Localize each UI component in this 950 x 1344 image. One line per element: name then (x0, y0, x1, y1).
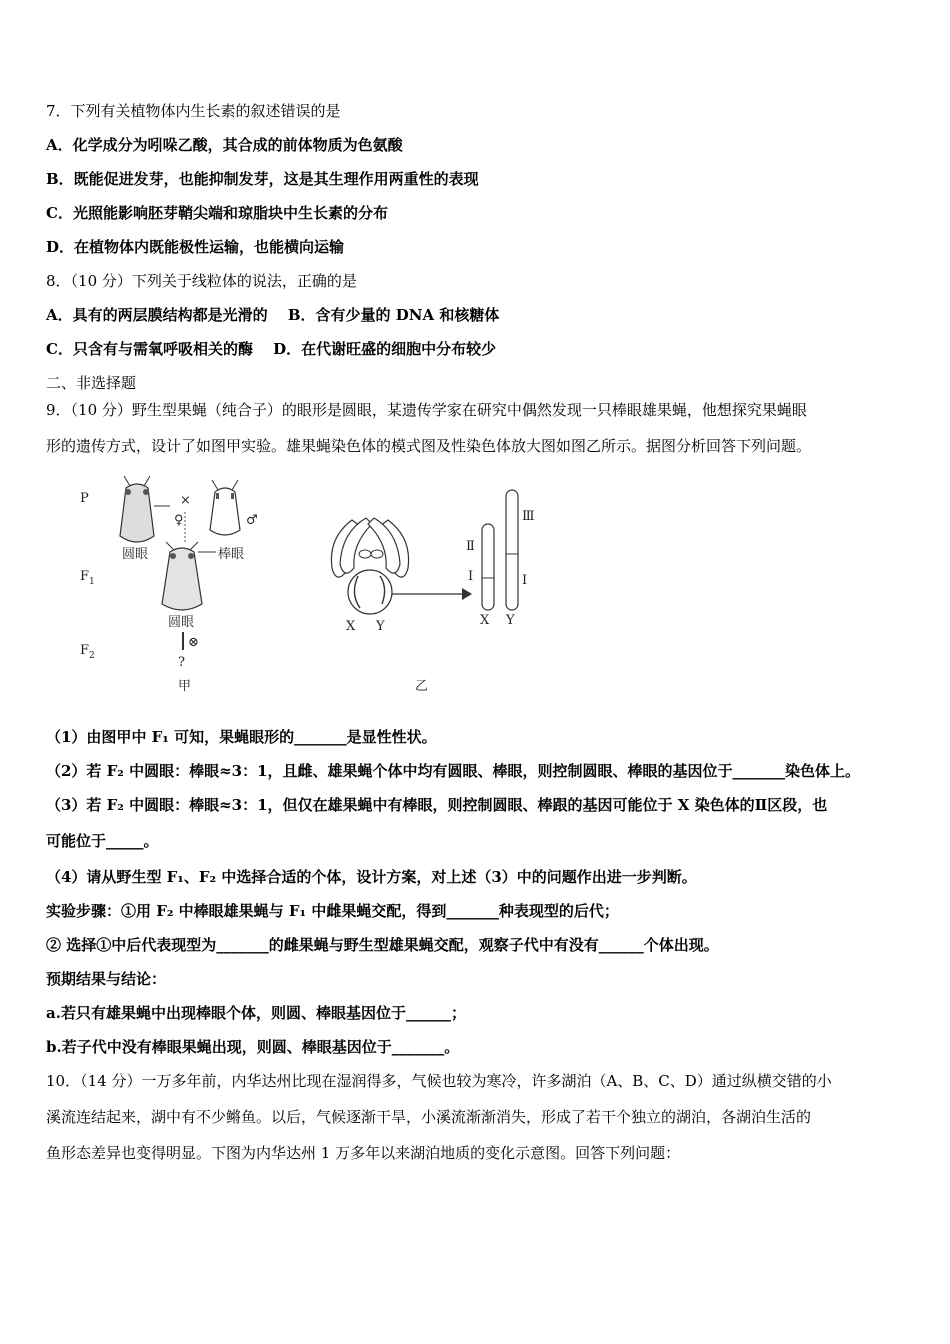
q9-sub4: （4）请从野生型 F₁、F₂ 中选择合适的个体，设计方案，对上述（3）中的问题作出进一步判断。 (46, 868, 697, 886)
chromosome-x (482, 524, 494, 610)
label-bar-eye-p: 棒眼 (218, 547, 245, 562)
q10-line3: 鱼形态差异也变得明显。下图为内华达州 1 万多年以来湖泊地质的变化示意图。回答下列问题： (46, 1144, 681, 1162)
female-symbol: ♀ (174, 513, 184, 528)
q9-figure (70, 468, 570, 698)
male-symbol: ♂ (246, 513, 258, 528)
label-p: P (80, 491, 89, 506)
q10-line2: 溪流连结起来，湖中有不少鳉鱼。以后，气候逐渐干旱，小溪流渐渐消失，形成了若干个独立的湖泊，各湖泊生活的 (46, 1108, 812, 1126)
cross-symbol: × (180, 493, 191, 508)
q9-stem-line2: 形的遗传方式，设计了如图甲实验。雄果蝇染色体的模式图及性染色体放大图如图乙所示。据图分析回答下列问题。 (46, 437, 812, 455)
caption-jia: 甲 (178, 679, 192, 694)
selfing-symbol: ⊗ (188, 635, 199, 650)
q9-result-a: a.若只有雄果蝇中出现棒眼个体，则圆、棒眼基因位于______； (46, 1004, 466, 1022)
label-f1: $F_1$ (80, 569, 95, 587)
label-y-right: Y (506, 613, 515, 628)
q7-option-c: C．光照能影响胚芽鞘尖端和琼脂块中生长素的分布 (46, 204, 388, 222)
chromosome-karyotype (331, 518, 408, 614)
label-region-i-y: Ⅰ (522, 573, 528, 588)
q9-step2: ② 选择①中后代表现型为_______的雌果蝇与野生型雄果蝇交配，观察子代中有没有______个体出现。 (46, 936, 719, 954)
section-heading: 二、非选择题 (46, 374, 137, 392)
chromosome-y (506, 490, 518, 610)
fly-female-round-eye (120, 476, 170, 542)
q9-sub2: （2）若 F₂ 中圆眼：棒眼≈3：1，且雌、雄果蝇个体中均有圆眼、棒眼，则控制圆眼、棒眼的基因位于_______染色体上。 (46, 762, 861, 780)
q9-stem-line1: 9．（10 分）野生型果蝇（纯合子）的眼形是圆眼，某遗传学家在研究中偶然发现一只棒眼雄果蝇，他想探究果蝇眼 (46, 401, 807, 419)
figure-yi (331, 490, 534, 694)
label-round-eye-p: 圆眼 (122, 547, 149, 562)
arrow-icon (462, 588, 472, 600)
f2-question: ? (178, 655, 185, 670)
fly-f1-round-eye (162, 542, 216, 610)
label-region-ii: Ⅱ (466, 539, 475, 554)
q9-step1: 实验步骤：①用 F₂ 中棒眼雄果蝇与 F₁ 中雌果蝇交配，得到_______种表现型的后代； (46, 902, 619, 920)
q9-expected-heading: 预期结果与结论： (46, 970, 167, 988)
figure-jia (80, 476, 258, 694)
label-y-left: Y (376, 619, 385, 634)
caption-yi: 乙 (415, 679, 429, 694)
q7-option-a: A．化学成分为吲哚乙酸，其合成的前体物质为色氨酸 (46, 136, 403, 154)
label-round-eye-f1: 圆眼 (168, 615, 195, 630)
fly-male-bar-eye (210, 480, 240, 535)
label-f2: $F_2$ (80, 643, 95, 661)
q8-options-cd: C．只含有与需氧呼吸相关的酶 D．在代谢旺盛的细胞中分布较少 (46, 340, 497, 358)
q9-sub3-line1: （3）若 F₂ 中圆眼：棒眼≈3：1，但仅在雄果蝇中有棒眼，则控制圆眼、棒跟的基因可能位于 X 染色体的Ⅱ区段，也 (46, 796, 828, 814)
q8-options-ab: A．具有的两层膜结构都是光滑的 B．含有少量的 DNA 和核糖体 (46, 306, 500, 324)
label-x-right: X (480, 613, 490, 628)
q7-stem: 7．下列有关植物体内生长素的叙述错误的是 (46, 102, 341, 120)
q9-sub1: （1）由图甲中 F₁ 可知，果蝇眼形的_______是显性性状。 (46, 728, 437, 746)
label-region-i-x: Ⅰ (468, 569, 474, 584)
q8-stem: 8．（10 分）下列关于线粒体的说法，正确的是 (46, 272, 357, 290)
q7-option-b: B．既能促进发芽，也能抑制发芽，这是其生理作用两重性的表现 (46, 170, 479, 188)
q10-line1: 10．（14 分）一万多年前，内华达州比现在湿润得多，气候也较为寒冷，许多湖泊（A、B、C、D）通过纵横交错的小 (46, 1072, 832, 1090)
q7-option-d: D．在植物体内既能极性运输，也能横向运输 (46, 238, 345, 256)
q9-result-b: b.若子代中没有棒眼果蝇出现，则圆、棒眼基因位于_______。 (46, 1038, 460, 1056)
q9-sub3-line2: 可能位于_____。 (46, 832, 159, 850)
label-x-left: X (346, 619, 356, 634)
label-region-iii: Ⅲ (522, 509, 535, 524)
